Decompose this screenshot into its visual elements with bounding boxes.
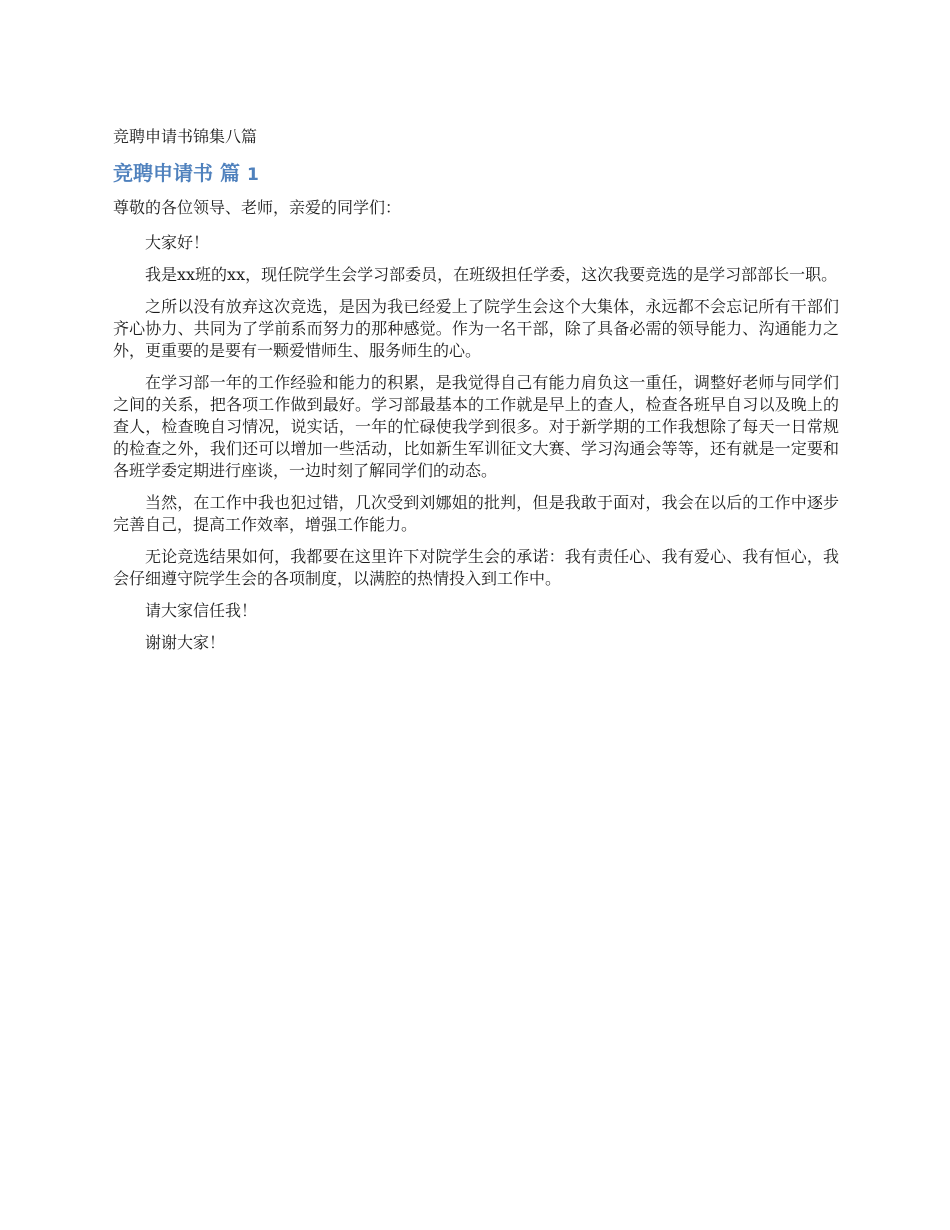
paragraph-commitment: 无论竞选结果如何，我都要在这里许下对院学生会的承诺：我有责任心、我有爱心、我有恒心，我会仔细遵守院学生会的各项制度，以满腔的热情投入到工作中。	[113, 547, 839, 588]
document-title: 竞聘申请书锦集八篇	[113, 127, 258, 146]
paragraph-reflection: 当然，在工作中我也犯过错，几次受到刘娜姐的批判，但是我敢于面对，我会在以后的工作中逐步完善自己，提高工作效率，增强工作能力。	[113, 493, 839, 534]
section-heading	[113, 158, 839, 190]
paragraph-motivation: 之所以没有放弃这次竞选，是因为我已经爱上了院学生会这个大集体，永远都不会忘记所有干部们齐心协力、共同为了学前系而努力的那种感觉。作为一名干部，除了具备必需的领导能力、沟通能力之外，更重要的是要有一颗爱惜师生、服务师生的心。	[113, 297, 839, 360]
paragraph-experience: 在学习部一年的工作经验和能力的积累，是我觉得自己有能力肩负这一重任，调整好老师与同学们之间的关系，把各项工作做到最好。学习部最基本的工作就是早上的查人，检查各班早自习以及晚上的查人，检查晚自习情况，说实话，一年的忙碌使我学到很多。对于新学期的工作我想除了每天一日常规的检查之外，我们还可以增加一些活动，比如新生军训征文大赛、学习沟通会等等，还有就是一定要和各班学委定期进行座谈，一边时刻了解同学们的动态。	[113, 373, 839, 480]
paragraph-introduction: 我是xx班的xx，现任院学生会学习部委员，在班级担任学委，这次我要竞选的是学习部部长一职。	[145, 265, 838, 284]
paragraph-greeting: 大家好！	[145, 233, 210, 252]
paragraph-appeal: 请大家信任我！	[145, 601, 258, 620]
section-heading-number: 1	[246, 165, 259, 185]
section-heading-text: 竞聘申请书 篇	[113, 161, 240, 185]
paragraph-thanks: 谢谢大家！	[145, 633, 226, 652]
document-body	[113, 124, 839, 664]
salutation: 尊敬的各位领导、老师，亲爱的同学们：	[113, 198, 402, 217]
